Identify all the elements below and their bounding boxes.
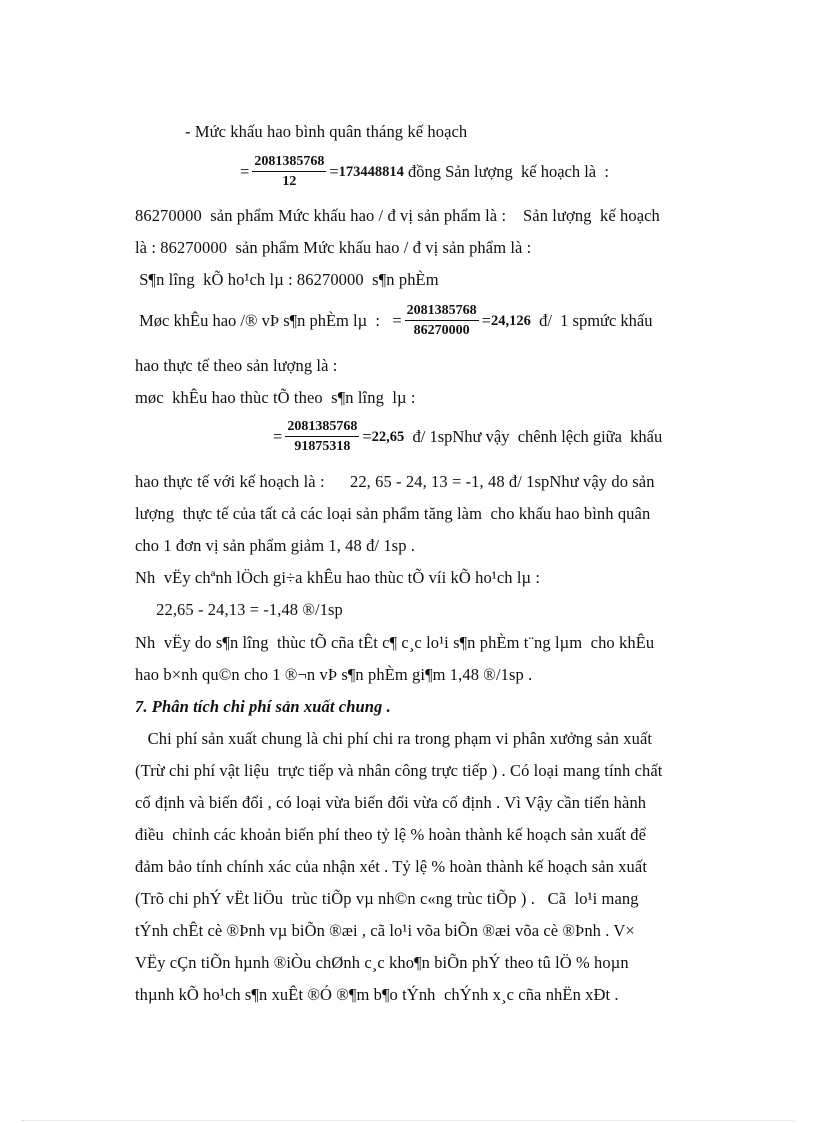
equation-prefix: Møc khÊu hao /® vÞ s¶n phÈm lµ : =	[135, 310, 402, 330]
result-value: 24,126	[490, 312, 531, 329]
text-line: hao thực tế với kế hoạch là : 22, 65 - 24, 13 = -1, 48 đ/ 1spNhư vậy do sản	[135, 472, 655, 491]
text-line: S¶n lîng kÕ ho¹ch lµ : 86270000 s¶n phÈm	[135, 270, 439, 289]
text-line: Nh vËy do s¶n lîng thùc tÕ cña tÊt c¶ c¸c lo¹i s¶n phÈm t¨ng lµm cho khÊu	[135, 633, 655, 652]
fraction	[285, 418, 359, 455]
paragraph-line: VËy cÇn tiÕn hµnh ®iÒu chØnh c¸c kho¶n biÕn phÝ theo tû lÖ % hoµn	[135, 953, 629, 972]
text-line: 86270000 sản phẩm Mức khấu hao / đ vị sản phẩm là : Sản lượng kế hoạch	[135, 206, 660, 225]
fraction-denominator: 12	[282, 174, 297, 189]
fraction-denominator: 91875318	[294, 439, 351, 454]
paragraph-line: đảm bảo tính chính xác của nhận xét . Tỷ lệ % hoàn thành kế hoạch sản xuất	[135, 857, 648, 876]
paragraph-line: Chi phí sản xuất chung là chi phí chi ra trong phạm vi phân xưởng sản xuất	[135, 729, 653, 748]
section-heading: 7. Phân tích chi phí sản xuất chung .	[135, 697, 391, 716]
fraction-numerator: 2081385768	[405, 302, 479, 321]
paragraph-line: thµnh kÕ ho¹ch s¶n xuÊt ®Ó ®¶m b¶o tÝnh chÝnh x¸c cña nhËn xÐt .	[135, 985, 619, 1004]
text-line: hao thực tế theo sản lượng là :	[135, 356, 338, 375]
equals-sign: =	[362, 426, 372, 446]
fraction-numerator: 2081385768	[252, 153, 326, 172]
paragraph-line: (Trõ chi phÝ vËt liÖu trùc tiÕp vµ nh©n c«ng trùc tiÕp ) . Cã lo¹i mang	[135, 889, 639, 908]
equation-tail: đ/ 1 spmức khấu	[530, 310, 653, 330]
text-line: hao b×nh qu©n cho 1 ®¬n vÞ s¶n phÈm gi¶m 1,48 ®/1sp .	[135, 665, 533, 684]
paragraph-line: (Trừ chi phí vật liệu trực tiếp và nhân công trực tiếp ) . Có loại mang tính chất	[135, 761, 663, 780]
equals-sign: =	[329, 161, 339, 181]
text-line: Nh vËy chªnh lÖch gi÷a khÊu hao thùc tÕ víi kÕ ho¹ch lµ :	[135, 568, 541, 587]
fraction-denominator: 86270000	[413, 323, 470, 338]
page-bottom-divider	[22, 1120, 794, 1121]
text-line: møc khÊu hao thùc tÕ theo s¶n lîng lµ :	[135, 388, 416, 407]
equation-monthly-depreciation	[240, 153, 609, 190]
text-line: 22,65 - 24,13 = -1,48 ®/1sp	[135, 600, 343, 619]
fraction	[252, 153, 326, 190]
equals-sign: =	[273, 426, 283, 446]
text-line: - Mức khấu hao bình quân tháng kế hoạch	[185, 122, 468, 141]
fraction-numerator: 2081385768	[285, 418, 359, 437]
paragraph-line: tÝnh chÊt cè ®Þnh vµ biÕn ®æi , cã lo¹i võa biÕn ®æi võa cè ®Þnh . V×	[135, 921, 635, 940]
equation-unit-depreciation-plan	[135, 302, 653, 339]
paragraph-line: cố định và biến đổi , có loại vừa biến đổi vừa cố định . Vì Vậy cần tiến hành	[135, 793, 647, 812]
equation-tail: đồng Sản lượng kế hoạch là :	[403, 161, 609, 181]
equals-sign: =	[481, 310, 491, 330]
equation-tail: đ/ 1spNhư vậy chênh lệch giữa khấu	[404, 426, 663, 446]
paragraph-line: điều chỉnh các khoản biến phí theo tỷ lệ % hoàn thành kế hoạch sản xuất để	[135, 825, 647, 844]
result-value: 22,65	[371, 428, 405, 445]
result-value: 173448814	[338, 163, 404, 180]
equals-sign: =	[240, 161, 250, 181]
equation-unit-depreciation-actual	[273, 418, 662, 455]
text-line: là : 86270000 sản phẩm Mức khấu hao / đ vị sản phẩm là :	[135, 238, 532, 257]
text-line: cho 1 đơn vị sản phẩm giảm 1, 48 đ/ 1sp .	[135, 536, 416, 555]
text-line: lượng thực tế của tất cả các loại sản phẩm tăng làm cho khấu hao bình quân	[135, 504, 651, 523]
fraction	[405, 302, 479, 339]
